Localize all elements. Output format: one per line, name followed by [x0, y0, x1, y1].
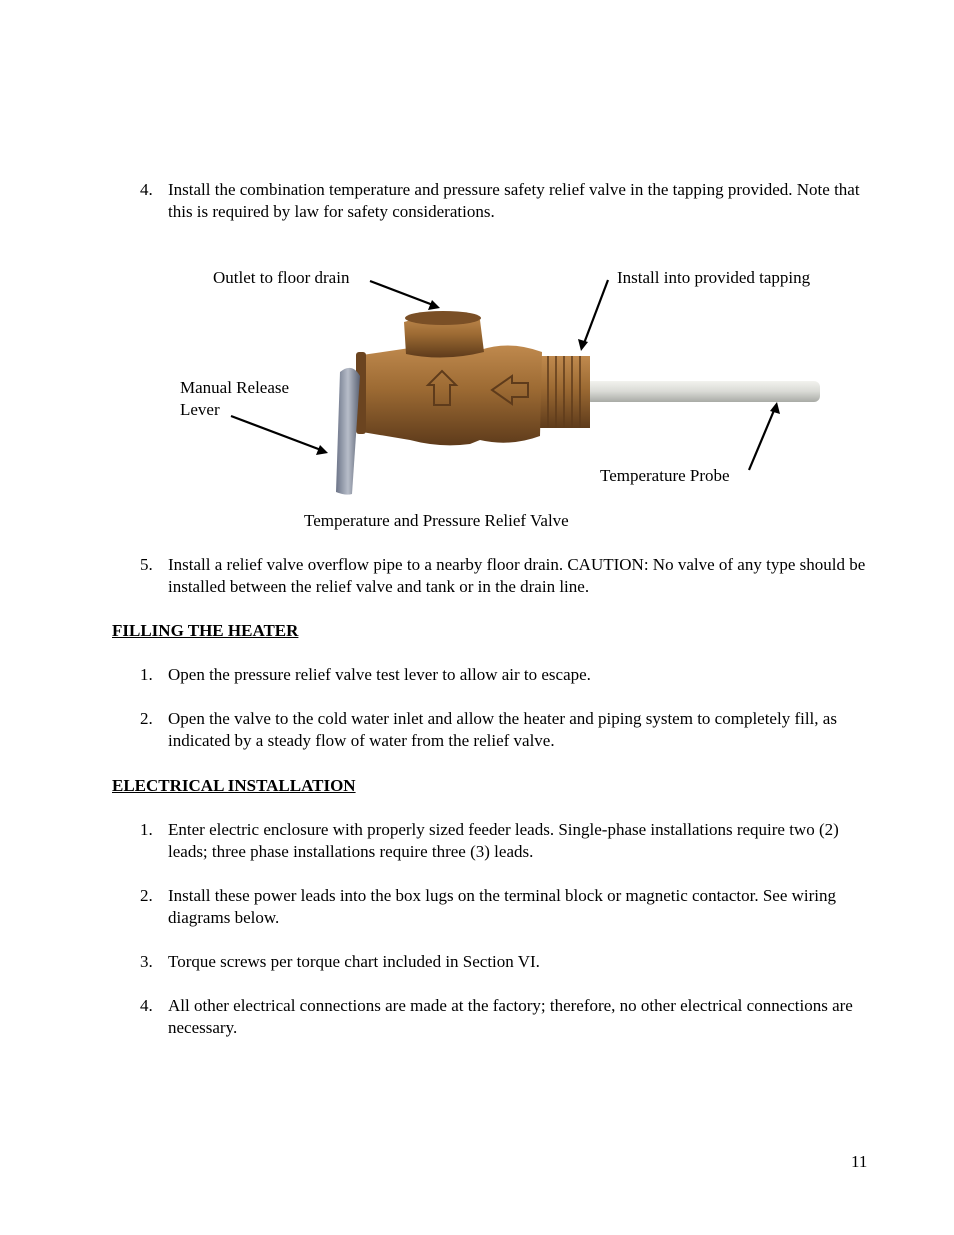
label-install-into-tapping: Install into provided tapping — [617, 268, 811, 287]
electrical-item-text: All other electrical connections are made at the factory; therefore, no other electrical connections are necessary. — [168, 996, 853, 1037]
step-4-number: 4. — [140, 180, 153, 199]
relief-valve-figure — [0, 0, 954, 520]
electrical-item-text: Enter electric enclosure with properly sized feeder leads. Single-phase installations require two (2) leads; three phase installations require three (3) leads. — [168, 820, 839, 861]
label-manual-release-line1: Manual Release — [180, 378, 290, 397]
label-outlet-to-floor-drain: Outlet to floor drain — [213, 268, 350, 287]
electrical-item-number: 4. — [140, 996, 153, 1015]
filling-item-text: Open the pressure relief valve test lever to allow air to escape. — [168, 665, 591, 684]
temperature-probe-shape — [585, 381, 820, 402]
electrical-item-number: 3. — [140, 952, 153, 971]
electrical-item-number: 2. — [140, 886, 153, 905]
electrical-item-number: 1. — [140, 820, 153, 839]
filling-item-number: 2. — [140, 709, 153, 728]
filling-item-text: Open the valve to the cold water inlet and allow the heater and piping system to completely fill, as indicated by a steady flow of water from the relief valve. — [168, 709, 837, 750]
valve-body — [361, 344, 542, 445]
electrical-heading: ELECTRICAL INSTALLATION — [112, 776, 356, 795]
filling-item-number: 1. — [140, 665, 153, 684]
page-number: 11 — [851, 1152, 868, 1171]
label-temperature-probe: Temperature Probe — [600, 466, 730, 485]
threaded-end — [540, 356, 590, 428]
step-4-text: Install the combination temperature and pressure safety relief valve in the tapping provided. Note that this is required by law for safety considerations. — [168, 180, 860, 221]
electrical-item-text: Install these power leads into the box lugs on the terminal block or magnetic contactor. See wiring diagrams below. — [168, 886, 837, 927]
step-5-number: 5. — [140, 555, 153, 574]
filling-heading: FILLING THE HEATER — [112, 621, 299, 640]
step-5-text: Install a relief valve overflow pipe to a nearby floor drain. CAUTION: No valve of any type should be installed between the relief valve and tank or in the drain line. — [168, 555, 866, 596]
figure-caption: Temperature and Pressure Relief Valve — [304, 511, 569, 530]
electrical-item-text: Torque screws per torque chart included in Section VI. — [168, 952, 540, 971]
label-manual-release-line2: Lever — [180, 400, 220, 419]
